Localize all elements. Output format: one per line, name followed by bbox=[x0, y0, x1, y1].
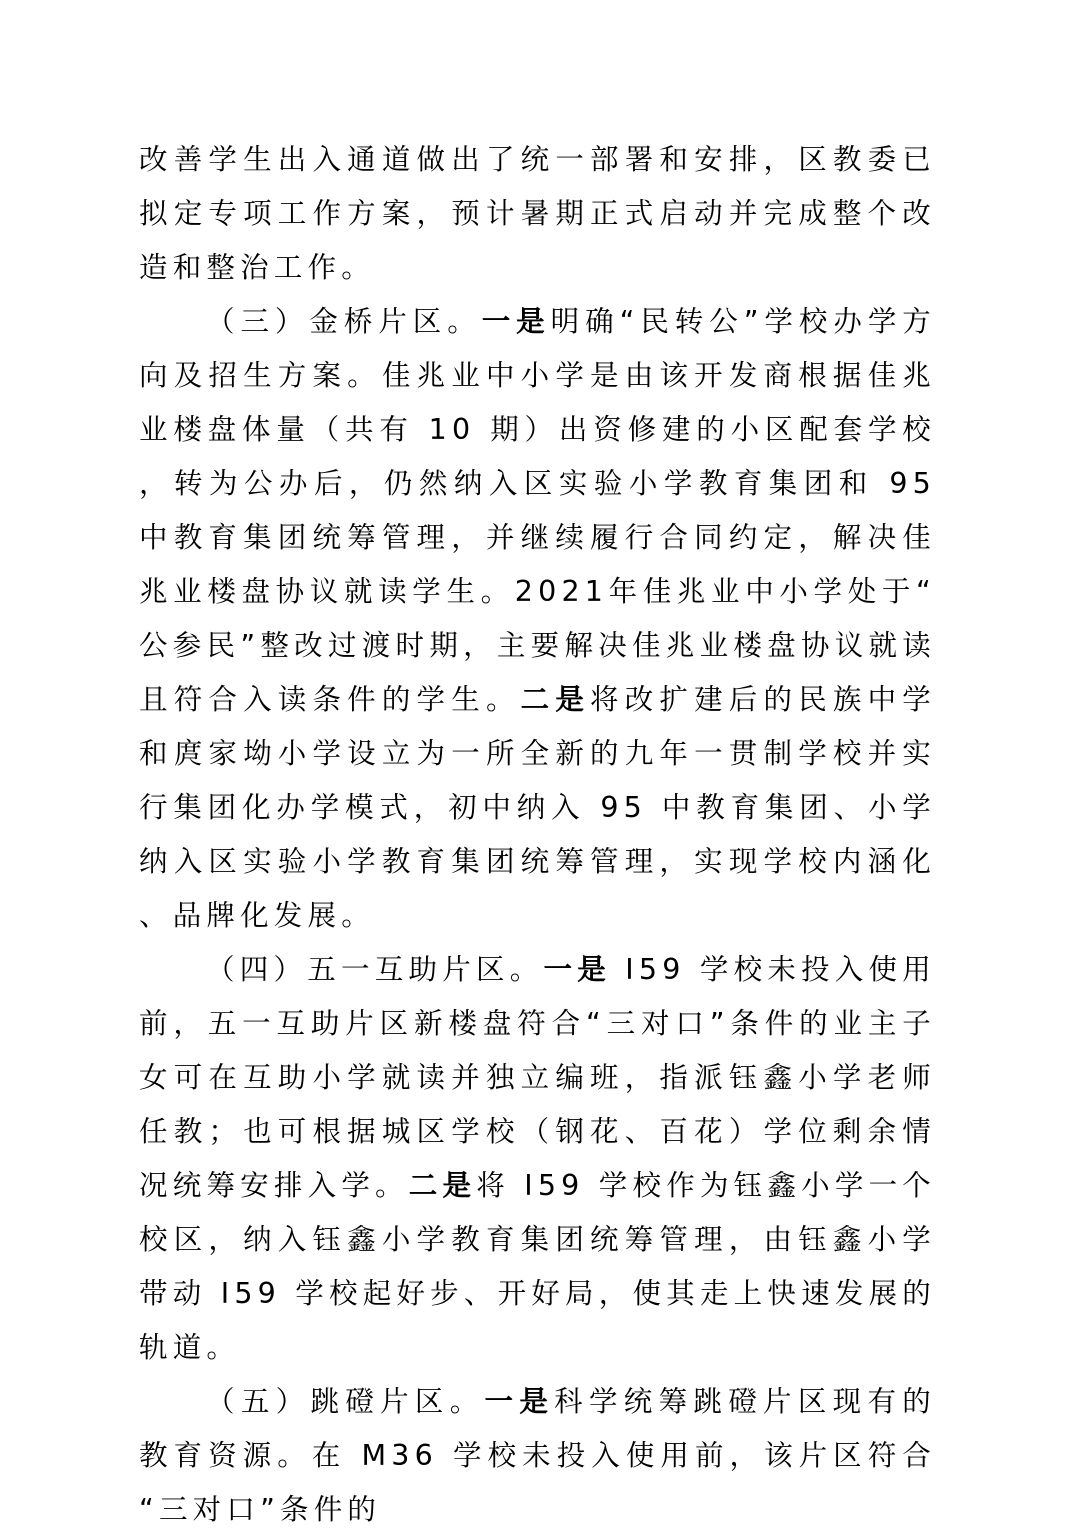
point-one-label: 一是 bbox=[543, 953, 611, 986]
point-two-label: 二是 bbox=[408, 1169, 477, 1202]
paragraph-text: I59 学校未投入使用前，五一互助片区新楼盘符合“三对口”条件的业主子女可在互助小学就读并独立编班，指派钰鑫小学老师任教；也可根据城区学校（钢花、百花）学位剩余情况统筹安排入学。 bbox=[139, 953, 936, 1202]
paragraph-tiaodeng-district bbox=[139, 1375, 936, 1537]
section-heading: （五）跳磴片区。 bbox=[206, 1385, 485, 1418]
section-heading: （三）金桥片区。 bbox=[206, 305, 482, 338]
paragraph-text: 将 I59 学校作为钰鑫小学一个校区，纳入钰鑫小学教育集团统筹管理，由钰鑫小学带动 I59 学校起好步、开好局，使其走上快速发展的轨道。 bbox=[139, 1169, 936, 1364]
paragraph-text: 将改扩建后的民族中学和庹家坳小学设立为一所全新的九年一贯制学校并实行集团化办学模式，初中纳入 95 中教育集团、小学纳入区实验小学教育集团统筹管理，实现学校内涵化、品牌化发展。 bbox=[139, 683, 936, 932]
paragraph-text: 科学统筹跳磴片区现有的教育资源。在 M36 学校未投入使用前，该片区符合“三对口”条件的 bbox=[139, 1385, 936, 1526]
point-one-label: 一是 bbox=[481, 305, 551, 338]
document-body bbox=[139, 133, 936, 1537]
section-heading: （四）五一互助片区。 bbox=[206, 953, 544, 986]
paragraph-text: 改善学生出入通道做出了统一部署和安排，区教委已拟定专项工作方案，预计暑期正式启动并完成整个改造和整治工作。 bbox=[139, 143, 936, 284]
paragraph-jinqiao-district bbox=[139, 295, 936, 943]
paragraph-intro-continuation bbox=[139, 133, 936, 295]
point-two-label: 二是 bbox=[520, 683, 591, 716]
paragraph-text: 明确“民转公”学校办学方向及招生方案。佳兆业中小学是由该开发商根据佳兆业楼盘体量（共有 10 期）出资修建的小区配套学校，转为公办后，仍然纳入区实验小学教育集团和 95 中教育集团统筹管理，并继续履行合同约定，解决佳兆业楼盘协议就读学生。2021年佳兆业中小学处于“公参民”整改过渡时期，主要解决佳兆业楼盘协议就读且符合入读条件的学生。 bbox=[139, 305, 936, 716]
point-one-label: 一是 bbox=[484, 1385, 555, 1418]
paragraph-wuyi-huzhu-district bbox=[139, 943, 936, 1375]
